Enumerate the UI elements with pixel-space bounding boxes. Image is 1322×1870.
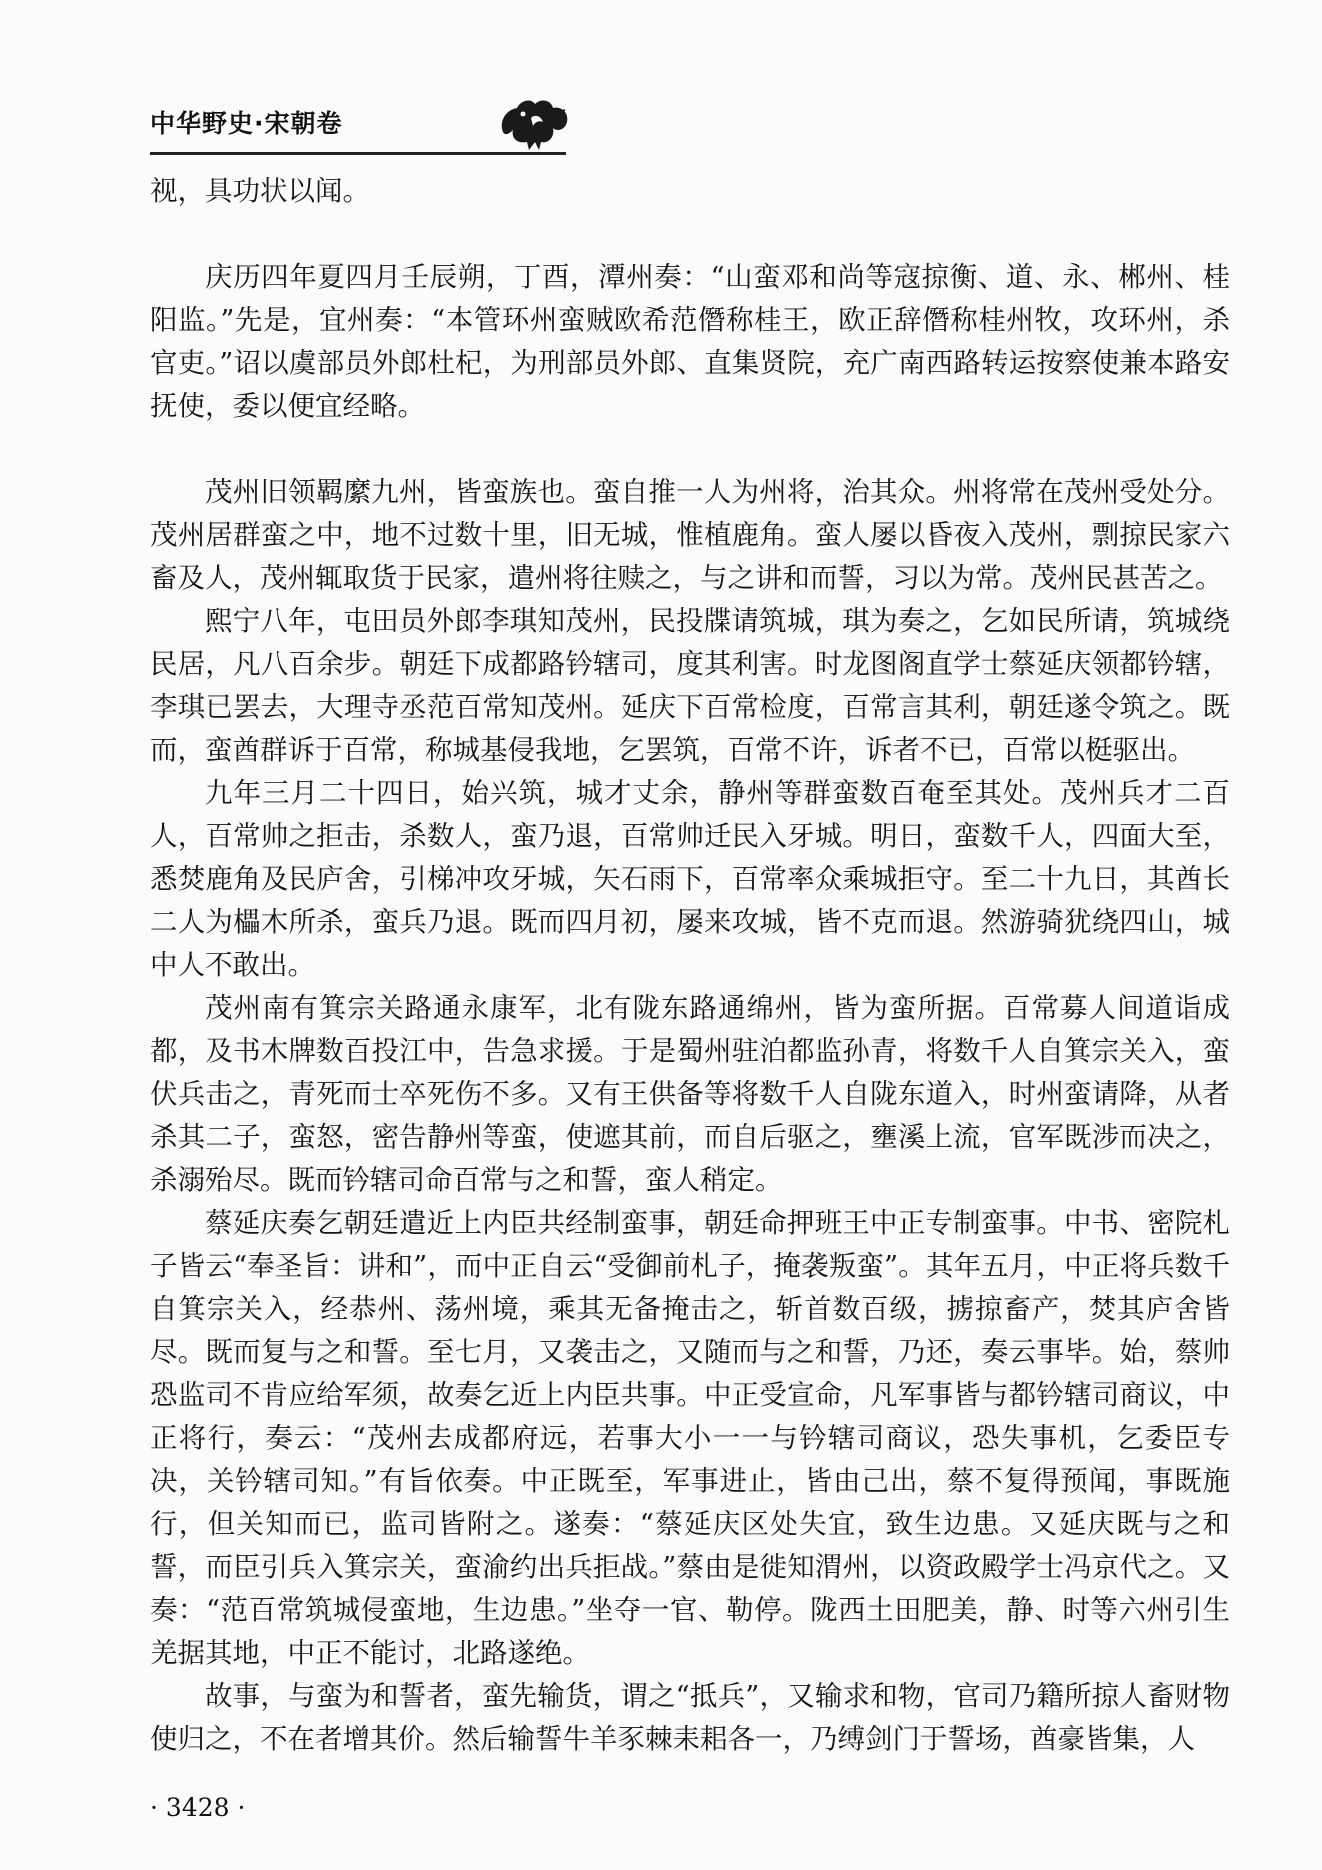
paragraph-5: 九年三月二十四日，始兴筑，城才丈余，静州等群蛮数百奄至其处。茂州兵才二百人，百常帅之拒击，杀数人，蛮乃退，百常帅迁民入牙城。明日，蛮数千人，四面大至，悉焚鹿角及民庐舍，引梯冲攻牙城，矢石雨下，百常率众乘城拒守。至二十九日，其酋长二人为櫑木所杀，蛮兵乃退。既而四月初，屡来攻城，皆不克而退。然游骑犹绕四山，城中人不敢出。 [150, 777, 1230, 981]
paragraph-2: 庆历四年夏四月壬辰朔，丁酉，潭州奏：“山蛮邓和尚等寇掠衡、道、永、郴州、桂阳监。”先是，宜州奏：“本管环州蛮贼欧希范僭称桂王，欧正辞僭称桂州牧，攻环州，杀官吏。”诏以虞部员外郎杜杞，为刑部员外郎、直集贤院，充广南西路转运按察使兼本路安抚使，委以便宜经略。 [150, 261, 1230, 422]
paragraph-6: 茂州南有箕宗关路通永康军，北有陇东路通绵州，皆为蛮所据。百常募人间道诣成都，及书木牌数百投江中，告急求援。于是蜀州驻泊都监孙青，将数千人自箕宗关入，蛮伏兵击之，青死而士卒死伤不多。又有王供备等将数千人自陇东道入，时州蛮请降，从者杀其二子，蛮怒，密告静州等蛮，使遮其前，而自后驱之，壅溪上流，官军既涉而决之，杀溺殆尽。既而钤辖司命百常与之和誓，蛮人稍定。 [150, 992, 1230, 1196]
dragon-emblem-icon [495, 92, 575, 154]
body-text [150, 170, 1230, 1761]
paragraph-1: 视，具功状以闻。 [150, 175, 370, 207]
paragraph-7: 蔡延庆奏乞朝廷遣近上内臣共经制蛮事，朝廷命押班王中正专制蛮事。中书、密院札子皆云“奉圣旨：讲和”，而中正自云“受御前札子，掩袭叛蛮”。其年五月，中正将兵数千自箕宗关入，经恭州、荡州境，乘其无备掩击之，斩首数百级，掳掠畜产，焚其庐舍皆尽。既而复与之和誓。至七月，又袭击之，又随而与之和誓，乃还，奏云事毕。始，蔡帅恐监司不肯应给军须，故奏乞近上内臣共事。中正受宣命，凡军事皆与都钤辖司商议，中正将行，奏云：“茂州去成都府远，若事大小一一与钤辖司商议，恐失事机，乞委臣专决，关钤辖司知。”有旨依奏。中正既至，军事进止，皆由己出，蔡不复得预闻，事既施行，但关知而已，监司皆附之。遂奏：“蔡延庆区处失宜，致生边患。又延庆既与之和誓，而臣引兵入箕宗关，蛮渝约出兵拒战。”蔡由是徙知渭州，以资政殿学士冯京代之。又奏：“范百常筑城侵蛮地，生边患。”坐夺一官、勒停。陇西土田肥美，静、时等六州引生羌据其地，中正不能讨，北路遂绝。 [150, 1207, 1230, 1669]
paragraph-4: 熙宁八年，屯田员外郎李琪知茂州，民投牒请筑城，琪为奏之，乞如民所请，筑城绕民居，凡八百余步。朝廷下成都路钤辖司，度其利害。时龙图阁直学士蔡延庆领都钤辖，李琪已罢去，大理寺丞范百常知茂州。延庆下百常检度，百常言其利，朝廷遂令筑之。既而，蛮酋群诉于百常，称城基侵我地，乞罢筑，百常不许，诉者不已，百常以梃驱出。 [150, 605, 1230, 766]
book-title: 中华野史·宋朝卷 [150, 109, 343, 138]
page-number: · 3428 · [150, 1793, 246, 1822]
paragraph-8: 故事，与蛮为和誓者，蛮先输货，谓之“抵兵”，又输求和物，官司乃籍所掠人畜财物使归之，不在者增其价。然后输誓牛羊豕棘耒耜各一，乃缚剑门于誓场，酋豪皆集，人 [150, 1680, 1230, 1755]
paragraph-3: 茂州旧领羁縻九州，皆蛮族也。蛮自推一人为州将，治其众。州将常在茂州受处分。茂州居群蛮之中，地不过数十里，旧无城，惟植鹿角。蛮人屡以昏夜入茂州，剽掠民家六畜及人，茂州辄取货于民家，遣州将往赎之，与之讲和而誓，习以为常。茂州民甚苦之。 [150, 476, 1230, 594]
